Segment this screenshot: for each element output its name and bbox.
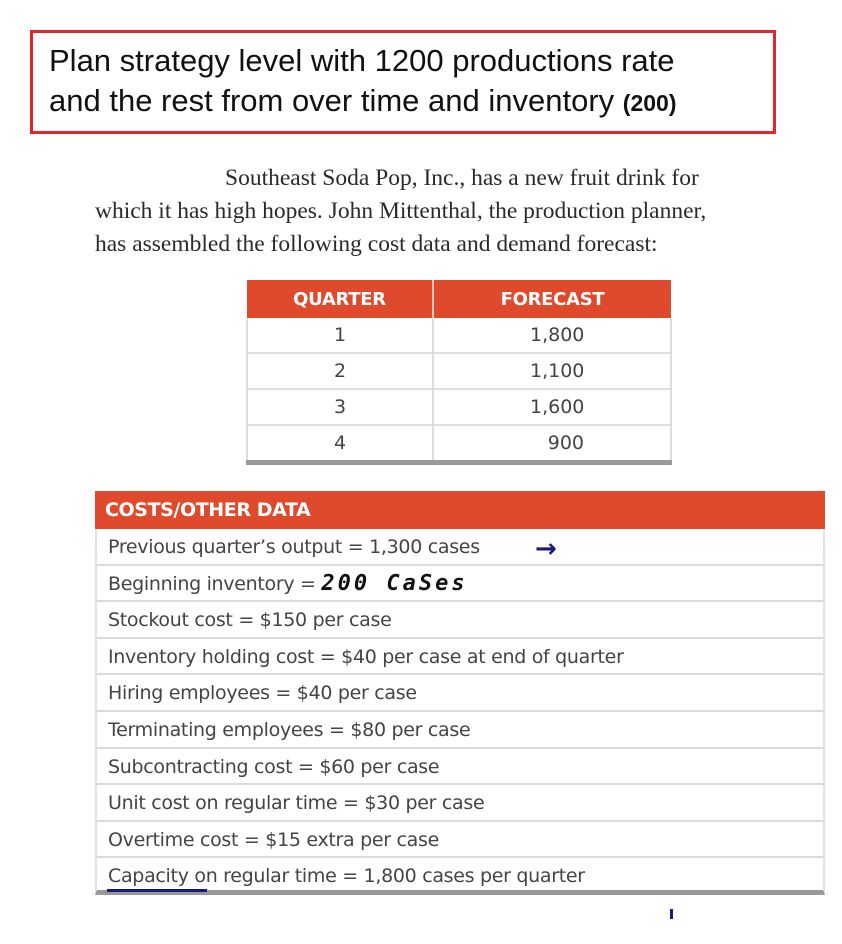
intro-line-1: Southeast Soda Pop, Inc., has a new fruit drink for bbox=[225, 165, 699, 191]
note-line-1: Plan strategy level with 1200 productions rate bbox=[49, 43, 675, 78]
cost-row-holding: Inventory holding cost = $40 per case at end of quarter bbox=[95, 639, 825, 676]
quarter-cell: 2 bbox=[247, 353, 433, 389]
table-row bbox=[247, 353, 671, 389]
intro-line-3: has assembled the following cost data and demand forecast: bbox=[95, 231, 658, 257]
forecast-table-header bbox=[247, 280, 671, 318]
cost-row-overtime: Overtime cost = $15 extra per case bbox=[95, 822, 825, 859]
handwritten-underline bbox=[107, 889, 207, 892]
cost-row-subcontracting: Subcontracting cost = $60 per case bbox=[95, 749, 825, 786]
intro-line-2: which it has high hopes. John Mittenthal, the production planner, bbox=[95, 198, 707, 224]
costs-header: COSTS/OTHER DATA bbox=[95, 491, 825, 529]
forecast-table bbox=[246, 280, 672, 465]
quarter-cell: 3 bbox=[247, 389, 433, 425]
quarter-cell: 1 bbox=[247, 318, 433, 353]
handwritten-arrow-icon: → bbox=[535, 534, 557, 564]
quarter-cell: 4 bbox=[247, 425, 433, 463]
cost-row-stockout: Stockout cost = $150 per case bbox=[95, 602, 825, 639]
instruction-note bbox=[30, 30, 776, 134]
forecast-cell: 1,600 bbox=[433, 389, 671, 425]
note-inventory-value: (200) bbox=[622, 90, 677, 116]
cost-row-regular-unit-cost: Unit cost on regular time = $30 per case bbox=[95, 785, 825, 822]
cost-row-beginning-inventory: Beginning inventory = 200 CaSes bbox=[95, 566, 825, 603]
column-header-forecast: FORECAST bbox=[433, 280, 671, 318]
costs-table bbox=[95, 491, 825, 895]
forecast-cell: 1,800 bbox=[433, 318, 671, 353]
column-header-quarter: QUARTER bbox=[247, 280, 433, 318]
note-line-2: and the rest from over time and inventory (200) bbox=[49, 83, 677, 118]
cost-row-terminating: Terminating employees = $80 per case bbox=[95, 712, 825, 749]
cost-row-previous-output: Previous quarter’s output = 1,300 cases → bbox=[95, 529, 825, 566]
handwritten-tick-mark bbox=[670, 909, 673, 919]
handwritten-inventory-value: 200 CaSes bbox=[321, 570, 468, 596]
forecast-cell: 900 bbox=[433, 425, 671, 463]
table-row bbox=[247, 318, 671, 353]
cost-row-capacity: Capacity on regular time = 1,800 cases per quarter bbox=[95, 858, 825, 895]
forecast-cell: 1,100 bbox=[433, 353, 671, 389]
table-row bbox=[247, 425, 671, 463]
problem-intro bbox=[95, 162, 825, 261]
cost-row-hiring: Hiring employees = $40 per case bbox=[95, 675, 825, 712]
table-row bbox=[247, 389, 671, 425]
